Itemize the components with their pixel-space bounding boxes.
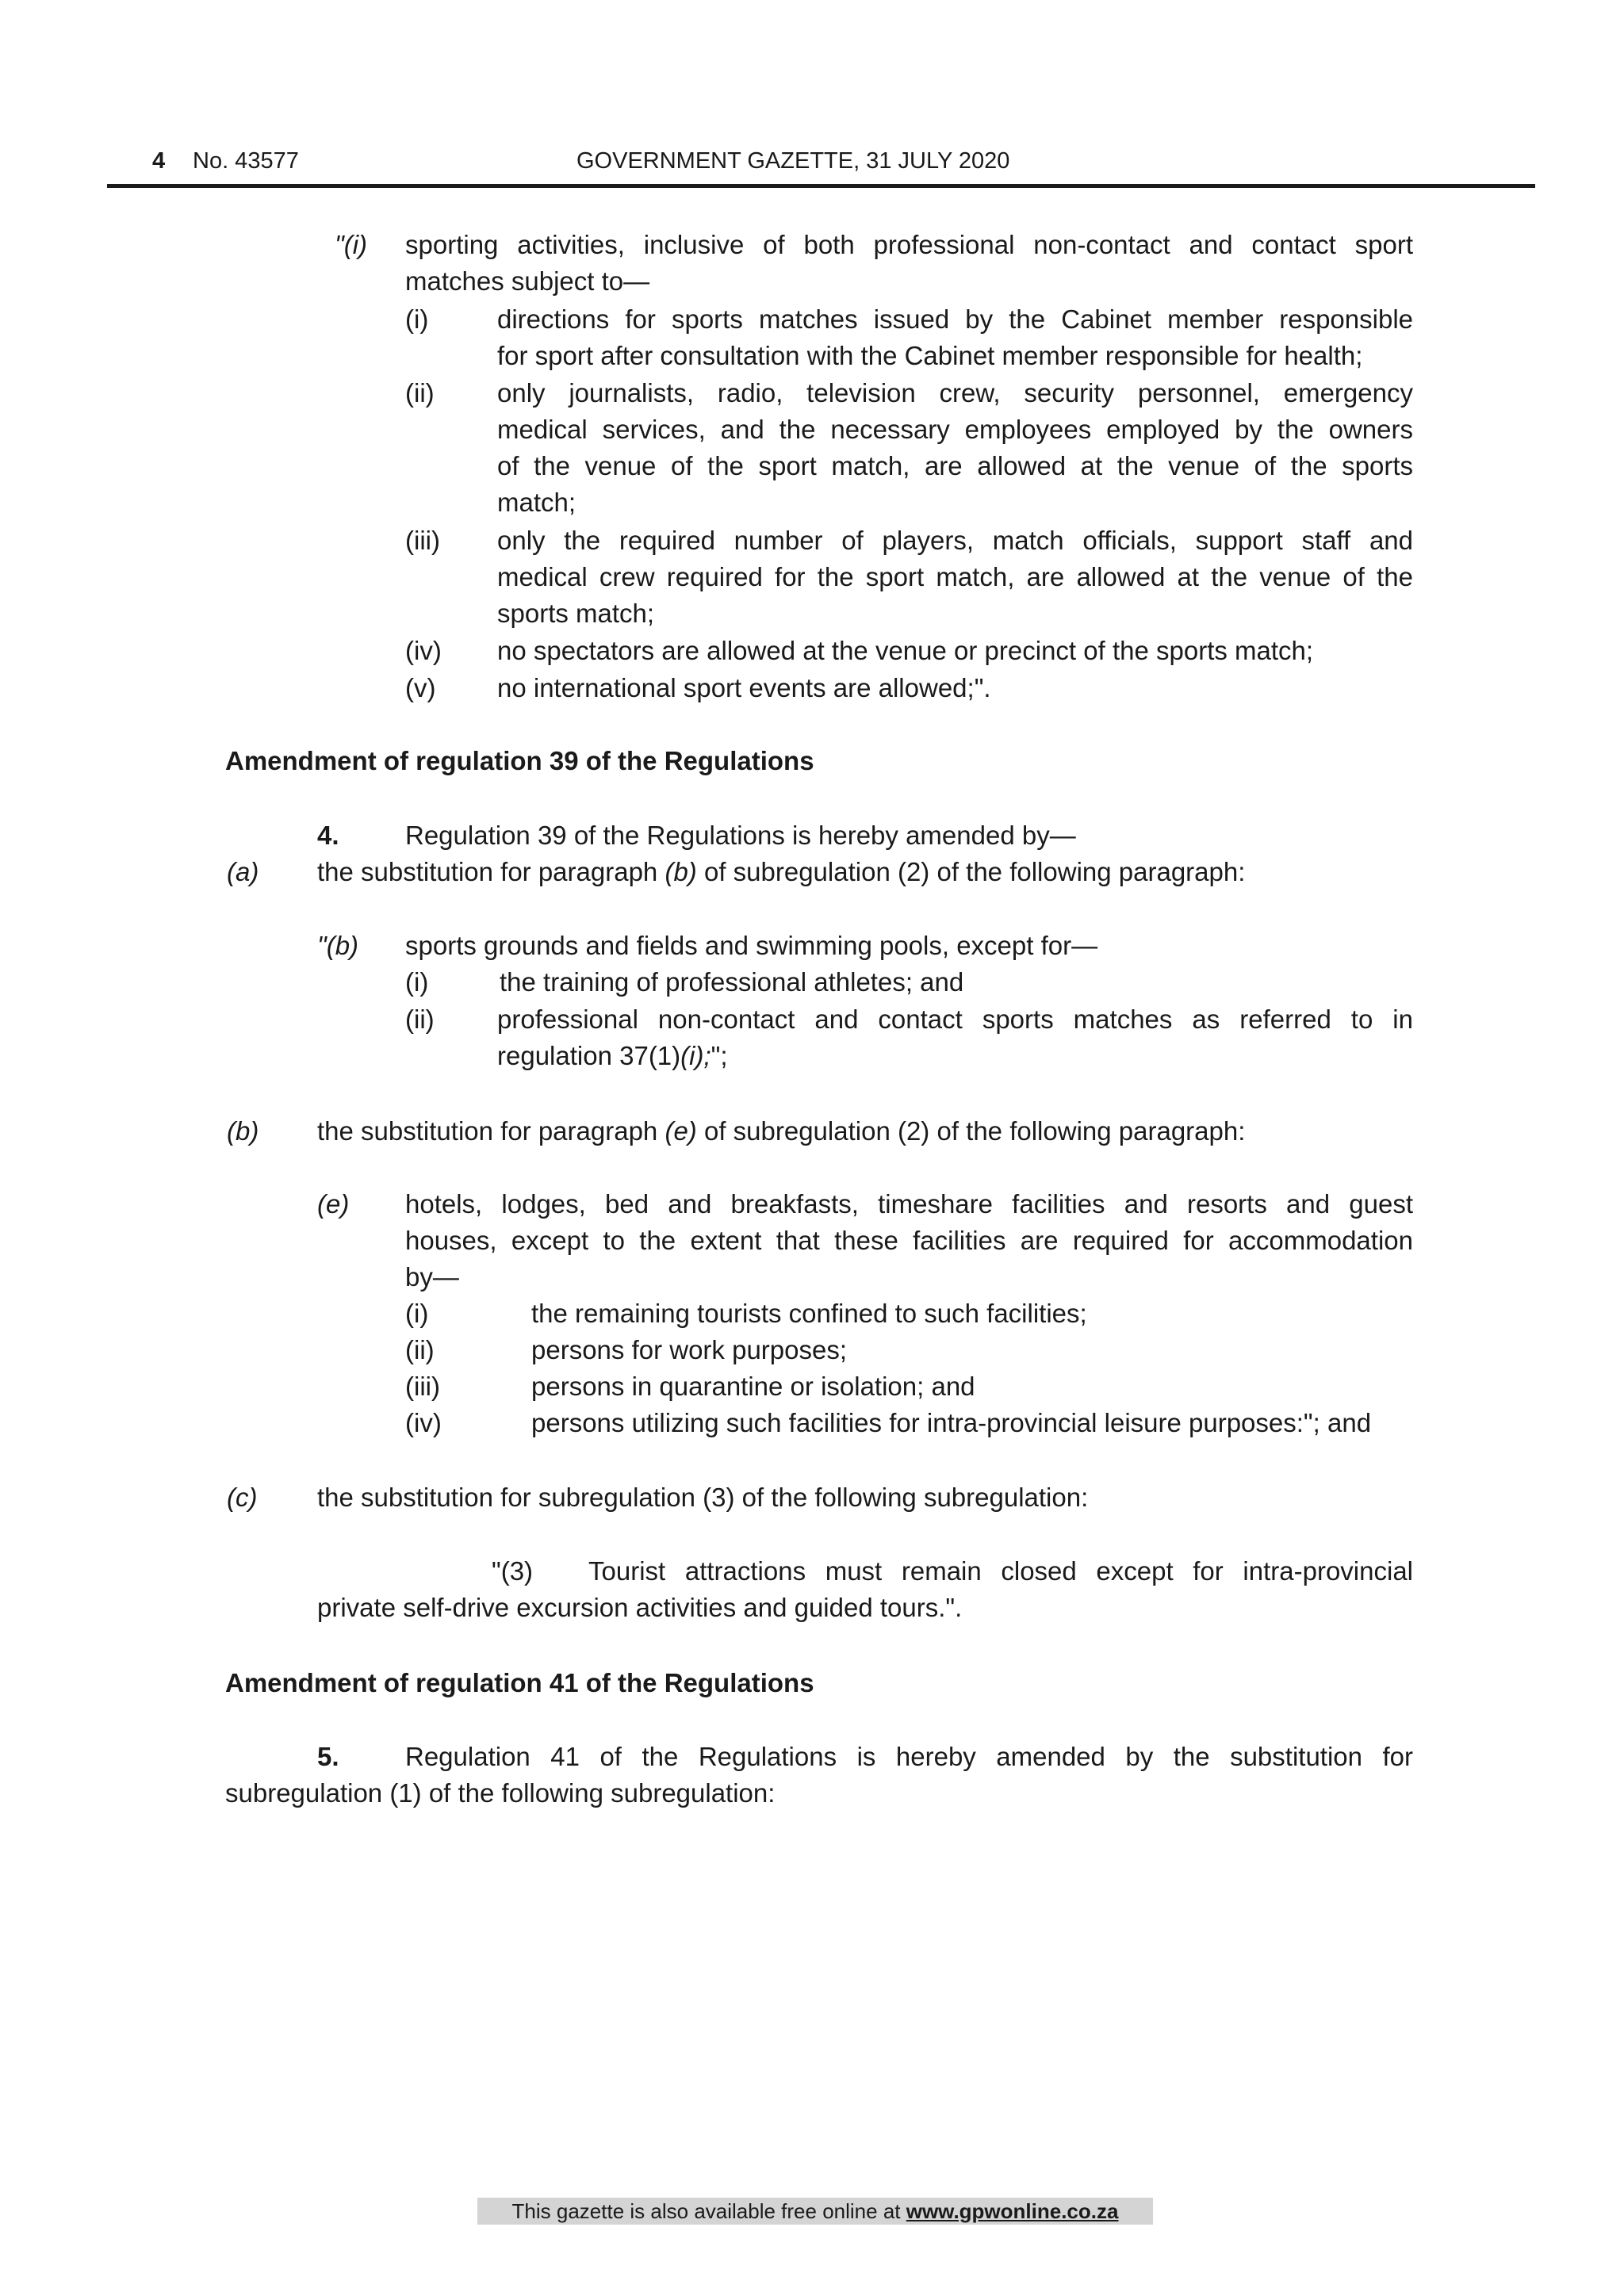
para-c-label: (c) <box>227 1483 258 1512</box>
para-5-line1: Regulation 41 of the Regulations is hereby amended by the substitution for <box>405 1742 1413 1771</box>
item-i-num: (i) <box>405 304 429 334</box>
e-item-iv-num: (iv) <box>405 1408 442 1437</box>
quote-3-line2: private self-drive excursion activities and guided tours.". <box>317 1593 963 1622</box>
item-iii-line: only the required number of players, match officials, support staff and <box>497 526 1413 555</box>
item-ii-line: medical services, and the necessary employees employed by the owners <box>497 415 1413 444</box>
item-v-line: no international sport events are allowed;". <box>497 673 991 702</box>
footer-text: This gazette is also available free online at <box>511 2199 906 2223</box>
e-item-ii-num: (ii) <box>405 1335 435 1364</box>
para-a-text: the substitution for paragraph (b) of subregulation (2) of the following paragraph: <box>317 857 1246 886</box>
para-c-text: the substitution for subregulation (3) of the following subregulation: <box>317 1483 1089 1512</box>
quote-3-num: "(3) <box>492 1556 534 1586</box>
issue-number: No. 43577 <box>193 148 299 174</box>
sub-item-ii-line: professional non-contact and contact sports matches as referred to in <box>497 1004 1413 1034</box>
item-i-line: directions for sports matches issued by the Cabinet member responsible <box>497 304 1413 334</box>
section-39-heading: Amendment of regulation 39 of the Regulations <box>225 746 814 775</box>
item-iii-line: medical crew required for the sport match, are allowed at the venue of the <box>497 562 1413 591</box>
para-b-label: (b) <box>227 1116 259 1146</box>
item-iii-num: (iii) <box>405 526 440 555</box>
e-item-iii-num: (iii) <box>405 1372 440 1401</box>
para-i-line1: sporting activities, inclusive of both professional non-contact and contact sport <box>405 230 1413 259</box>
para-e-line: houses, except to the extent that these facilities are required for accommodation <box>405 1226 1413 1255</box>
sub-item-ii-line: regulation 37(1)(i);"; <box>497 1041 728 1070</box>
item-iii-line: sports match; <box>497 599 655 628</box>
para-a-label: (a) <box>227 857 259 886</box>
para-e-line: by— <box>405 1262 459 1292</box>
e-item-i-text: the remaining tourists confined to such facilities; <box>531 1299 1087 1328</box>
item-ii-line: of the venue of the sport match, are allowed at the venue of the sports <box>497 451 1413 480</box>
para-i-label: "(i) <box>335 230 368 259</box>
e-item-i-num: (i) <box>405 1299 429 1328</box>
quote-3-line1: Tourist attractions must remain closed except for intra-provincial <box>588 1556 1413 1586</box>
footer-banner <box>477 2198 1153 2225</box>
para-5-line2: subregulation (1) of the following subregulation: <box>225 1778 776 1808</box>
item-ii-line: match; <box>497 488 576 517</box>
header-rule <box>107 184 1535 188</box>
e-item-iii-text: persons in quarantine or isolation; and <box>531 1372 975 1401</box>
para-4-num: 4. <box>317 821 339 850</box>
footer-link[interactable]: www.gpwonline.co.za <box>906 2199 1119 2223</box>
para-b-quote-text: sports grounds and fields and swimming pools, except for— <box>405 931 1098 960</box>
para-4-text: Regulation 39 of the Regulations is hereby amended by— <box>405 821 1076 850</box>
item-ii-line: only journalists, radio, television crew, security personnel, emergency <box>497 378 1413 408</box>
sub-item-ii-num: (ii) <box>405 1004 435 1034</box>
section-41-heading: Amendment of regulation 41 of the Regulations <box>225 1668 814 1697</box>
sub-item-i-text: the training of professional athletes; and <box>500 967 964 997</box>
para-b-quote-label: "(b) <box>317 931 359 960</box>
page-number: 4 <box>152 148 166 174</box>
item-iv-num: (iv) <box>405 636 442 665</box>
para-e-line: hotels, lodges, bed and breakfasts, timeshare facilities and resorts and guest <box>405 1189 1413 1219</box>
para-b-text: the substitution for paragraph (e) of subregulation (2) of the following paragraph: <box>317 1116 1246 1146</box>
e-item-iv-text: persons utilizing such facilities for intra-provincial leisure purposes:"; and <box>531 1408 1372 1437</box>
e-item-ii-text: persons for work purposes; <box>531 1335 848 1364</box>
sub-item-i-num: (i) <box>405 967 429 997</box>
para-5-num: 5. <box>317 1742 339 1771</box>
para-i-line2: matches subject to— <box>405 266 650 296</box>
gazette-title: GOVERNMENT GAZETTE, 31 JULY 2020 <box>576 148 1010 174</box>
para-e-label: (e) <box>317 1189 350 1219</box>
item-i-line: for sport after consultation with the Cabinet member responsible for health; <box>497 341 1363 370</box>
item-iv-line: no spectators are allowed at the venue or precinct of the sports match; <box>497 636 1314 665</box>
item-v-num: (v) <box>405 673 436 702</box>
item-ii-num: (ii) <box>405 378 435 408</box>
